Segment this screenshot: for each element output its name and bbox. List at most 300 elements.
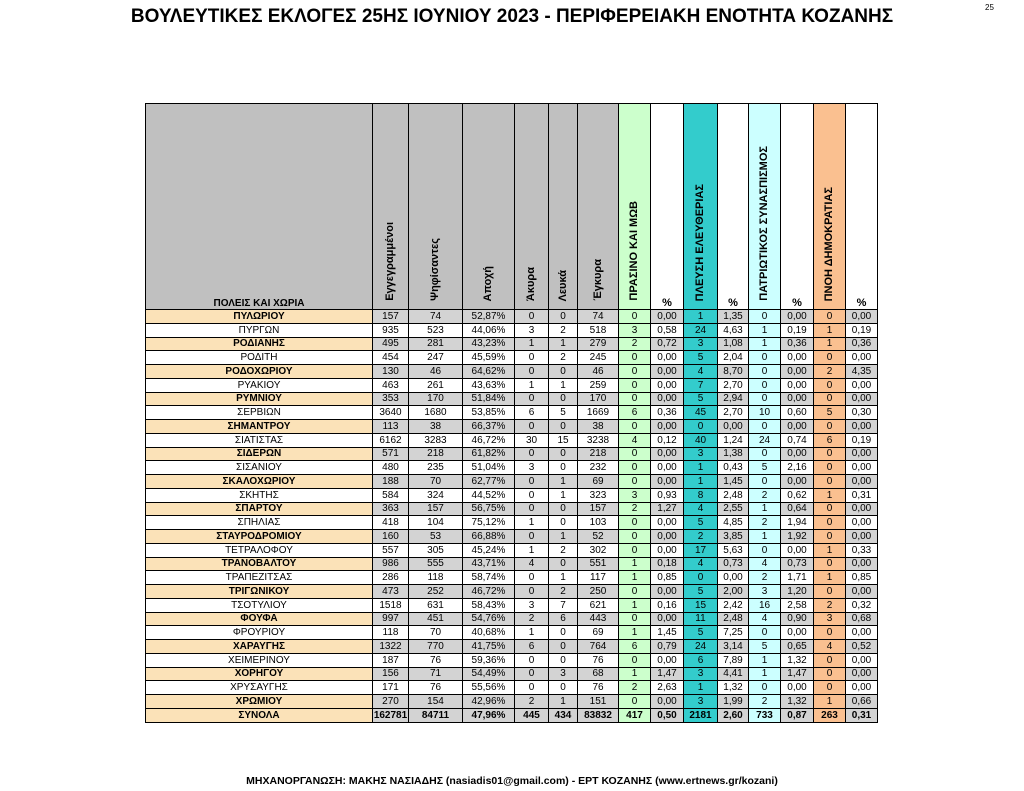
registered-cell: 571 <box>373 447 409 461</box>
party-4-votes-cell: 2 <box>814 598 846 612</box>
voted-cell: 170 <box>409 392 463 406</box>
party-3-votes-cell: 24 <box>749 433 781 447</box>
registered-cell: 1518 <box>373 598 409 612</box>
party-1-votes-cell: 0 <box>619 543 651 557</box>
header-voted-label: Ψηφίσαντες <box>429 238 441 301</box>
blank-cell: 6 <box>549 612 578 626</box>
voted-cell: 70 <box>409 475 463 489</box>
party-1-votes-cell: 0 <box>619 310 651 324</box>
voted-cell: 324 <box>409 488 463 502</box>
voted-cell: 38 <box>409 420 463 434</box>
header-party-3-name: ΠΑΤΡΙΩΤΙΚΟΣ ΣΥΝΑΣΠΙΣΜΟΣ <box>758 146 770 301</box>
party-4-votes-cell: 0 <box>814 585 846 599</box>
party-4-pct-cell: 0,00 <box>846 420 878 434</box>
table-row <box>146 653 878 667</box>
party-2-votes-cell: 5 <box>684 516 718 530</box>
party-2-votes-cell: 3 <box>684 667 718 681</box>
header-party-2-pct <box>718 104 749 310</box>
party-4-pct-cell: 0,31 <box>846 488 878 502</box>
party-2-pct-cell: 2,00 <box>718 585 749 599</box>
invalid-cell: 0 <box>515 351 549 365</box>
party-4-pct-cell: 0,00 <box>846 392 878 406</box>
invalid-cell: 0 <box>515 392 549 406</box>
header-party-4-pct-label: % <box>856 297 867 309</box>
voted-cell: 523 <box>409 323 463 337</box>
party-4-votes-cell: 1 <box>814 571 846 585</box>
invalid-cell: 0 <box>515 571 549 585</box>
party-1-pct-cell: 0,00 <box>651 378 684 392</box>
party-1-votes-cell: 0 <box>619 695 651 709</box>
party-2-pct-cell: 2,60 <box>718 708 749 722</box>
party-3-pct-cell: 0,00 <box>781 681 814 695</box>
abstention-cell: 53,85% <box>463 406 515 420</box>
party-4-pct-cell: 0,68 <box>846 612 878 626</box>
invalid-cell: 3 <box>515 461 549 475</box>
valid-cell: 1669 <box>578 406 619 420</box>
party-2-votes-cell: 1 <box>684 681 718 695</box>
valid-cell: 764 <box>578 640 619 654</box>
party-1-pct-cell: 0,00 <box>651 461 684 475</box>
registered-cell: 495 <box>373 337 409 351</box>
party-4-votes-cell: 0 <box>814 461 846 475</box>
party-1-pct-cell: 0,79 <box>651 640 684 654</box>
party-4-votes-cell: 263 <box>814 708 846 722</box>
party-1-votes-cell: 417 <box>619 708 651 722</box>
party-4-pct-cell: 0,52 <box>846 640 878 654</box>
abstention-cell: 55,56% <box>463 681 515 695</box>
valid-cell: 323 <box>578 488 619 502</box>
party-3-votes-cell: 5 <box>749 461 781 475</box>
party-1-votes-cell: 1 <box>619 667 651 681</box>
party-1-pct-cell: 0,00 <box>651 612 684 626</box>
blank-cell: 0 <box>549 516 578 530</box>
table-row <box>146 571 878 585</box>
blank-cell: 0 <box>549 447 578 461</box>
header-registered <box>373 104 409 310</box>
registered-cell: 160 <box>373 530 409 544</box>
party-1-votes-cell: 0 <box>619 378 651 392</box>
valid-cell: 46 <box>578 365 619 379</box>
party-4-votes-cell: 0 <box>814 557 846 571</box>
party-2-pct-cell: 1,24 <box>718 433 749 447</box>
party-4-pct-cell: 0,00 <box>846 653 878 667</box>
party-2-pct-cell: 2,48 <box>718 612 749 626</box>
blank-cell: 434 <box>549 708 578 722</box>
header-party-1-name: ΠΡΑΣΙΝΟ ΚΑΙ ΜΩΒ <box>628 201 640 301</box>
party-3-pct-cell: 0,73 <box>781 557 814 571</box>
party-4-votes-cell: 0 <box>814 516 846 530</box>
blank-cell: 7 <box>549 598 578 612</box>
header-party-3 <box>749 104 781 310</box>
party-3-votes-cell: 0 <box>749 681 781 695</box>
abstention-cell: 62,77% <box>463 475 515 489</box>
header-party-3-pct-label: % <box>792 297 802 309</box>
registered-cell: 187 <box>373 653 409 667</box>
valid-cell: 259 <box>578 378 619 392</box>
party-3-votes-cell: 4 <box>749 612 781 626</box>
party-2-pct-cell: 0,00 <box>718 571 749 585</box>
party-4-votes-cell: 1 <box>814 323 846 337</box>
header-party-2 <box>684 104 718 310</box>
party-2-pct-cell: 1,35 <box>718 310 749 324</box>
party-3-votes-cell: 10 <box>749 406 781 420</box>
party-3-pct-cell: 0,00 <box>781 378 814 392</box>
invalid-cell: 0 <box>515 502 549 516</box>
registered-cell: 557 <box>373 543 409 557</box>
party-3-pct-cell: 1,47 <box>781 667 814 681</box>
party-4-pct-cell: 0,00 <box>846 447 878 461</box>
registered-cell: 480 <box>373 461 409 475</box>
party-4-votes-cell: 3 <box>814 612 846 626</box>
abstention-cell: 44,52% <box>463 488 515 502</box>
totals-row <box>146 708 878 722</box>
header-blank <box>549 104 578 310</box>
party-1-pct-cell: 0,93 <box>651 488 684 502</box>
party-2-votes-cell: 6 <box>684 653 718 667</box>
party-3-pct-cell: 0,64 <box>781 502 814 516</box>
party-1-pct-cell: 0,85 <box>651 571 684 585</box>
voted-cell: 76 <box>409 653 463 667</box>
blank-cell: 2 <box>549 585 578 599</box>
party-1-pct-cell: 0,00 <box>651 516 684 530</box>
party-3-votes-cell: 3 <box>749 585 781 599</box>
party-4-pct-cell: 0,00 <box>846 516 878 530</box>
party-1-pct-cell: 0,00 <box>651 475 684 489</box>
abstention-cell: 61,82% <box>463 447 515 461</box>
place-name: ΡΥΜΝΙΟΥ <box>146 392 373 406</box>
party-4-votes-cell: 0 <box>814 378 846 392</box>
header-abstention <box>463 104 515 310</box>
header-abstention-label: Αποχή <box>482 265 494 301</box>
party-1-pct-cell: 1,27 <box>651 502 684 516</box>
abstention-cell: 66,37% <box>463 420 515 434</box>
party-3-pct-cell: 1,32 <box>781 695 814 709</box>
party-3-votes-cell: 2 <box>749 488 781 502</box>
blank-cell: 1 <box>549 378 578 392</box>
registered-cell: 162781 <box>373 709 408 721</box>
valid-cell: 83832 <box>578 708 619 722</box>
party-4-pct-cell: 4,35 <box>846 365 878 379</box>
place-name: ΡΟΔΙΑΝΗΣ <box>146 337 373 351</box>
header-place <box>146 104 373 310</box>
party-3-pct-cell: 0,87 <box>781 708 814 722</box>
abstention-cell: 45,24% <box>463 543 515 557</box>
party-2-pct-cell: 2,42 <box>718 598 749 612</box>
party-4-votes-cell: 0 <box>814 653 846 667</box>
place-name: ΧΕΙΜΕΡΙΝΟΥ <box>146 653 373 667</box>
place-name: ΣΠΗΛΙΑΣ <box>146 516 373 530</box>
party-3-pct-cell: 0,00 <box>781 351 814 365</box>
registered-cell: 188 <box>373 475 409 489</box>
party-4-pct-cell: 0,00 <box>846 378 878 392</box>
blank-cell: 15 <box>549 433 578 447</box>
blank-cell: 2 <box>549 351 578 365</box>
table-row <box>146 557 878 571</box>
blank-cell: 3 <box>549 667 578 681</box>
header-invalid-label: Άκυρα <box>525 266 537 301</box>
voted-cell: 451 <box>409 612 463 626</box>
party-1-votes-cell: 0 <box>619 365 651 379</box>
party-3-pct-cell: 0,60 <box>781 406 814 420</box>
party-3-pct-cell: 1,92 <box>781 530 814 544</box>
party-3-pct-cell: 1,20 <box>781 585 814 599</box>
party-3-pct-cell: 2,16 <box>781 461 814 475</box>
party-2-votes-cell: 4 <box>684 365 718 379</box>
party-2-pct-cell: 5,63 <box>718 543 749 557</box>
blank-cell: 0 <box>549 557 578 571</box>
party-2-pct-cell: 2,70 <box>718 378 749 392</box>
party-4-votes-cell: 1 <box>814 337 846 351</box>
party-3-pct-cell: 1,71 <box>781 571 814 585</box>
blank-cell: 0 <box>549 681 578 695</box>
voted-cell: 281 <box>409 337 463 351</box>
invalid-cell: 0 <box>515 310 549 324</box>
party-3-pct-cell: 0,00 <box>781 626 814 640</box>
place-name: ΤΡΑΠΕΖΙΤΣΑΣ <box>146 571 373 585</box>
party-2-pct-cell: 1,38 <box>718 447 749 461</box>
party-2-votes-cell: 0 <box>684 571 718 585</box>
registered-cell: 6162 <box>373 433 409 447</box>
valid-cell: 157 <box>578 502 619 516</box>
blank-cell: 0 <box>549 461 578 475</box>
valid-cell: 103 <box>578 516 619 530</box>
registered-cell: 3640 <box>373 406 409 420</box>
totals-label: ΣΥΝΟΛΑ <box>146 708 373 722</box>
blank-cell: 0 <box>549 640 578 654</box>
abstention-cell: 64,62% <box>463 365 515 379</box>
party-4-pct-cell: 0,30 <box>846 406 878 420</box>
table-row <box>146 626 878 640</box>
abstention-cell: 41,75% <box>463 640 515 654</box>
page-title: ΒΟΥΛΕΥΤΙΚΕΣ ΕΚΛΟΓΕΣ 25ΗΣ ΙΟΥΝΙΟΥ 2023 - ΠΕΡΙΦΕΡΕΙΑΚΗ ΕΝΟΤΗΤΑ ΚΟΖΑΝΗΣ <box>130 6 894 27</box>
invalid-cell: 30 <box>515 433 549 447</box>
party-4-votes-cell: 5 <box>814 406 846 420</box>
party-3-votes-cell: 1 <box>749 502 781 516</box>
party-4-pct-cell: 0,85 <box>846 571 878 585</box>
header-party-2-pct-label: % <box>728 297 738 309</box>
party-2-votes-cell: 15 <box>684 598 718 612</box>
valid-cell: 38 <box>578 420 619 434</box>
abstention-cell: 58,74% <box>463 571 515 585</box>
party-4-pct-cell: 0,00 <box>846 585 878 599</box>
party-1-pct-cell: 0,00 <box>651 351 684 365</box>
table-row <box>146 406 878 420</box>
party-1-votes-cell: 3 <box>619 488 651 502</box>
valid-cell: 69 <box>578 626 619 640</box>
invalid-cell: 0 <box>515 653 549 667</box>
party-4-votes-cell: 0 <box>814 475 846 489</box>
header-party-1-pct-label: % <box>662 297 672 309</box>
blank-cell: 1 <box>549 488 578 502</box>
header-party-2-name: ΠΛΕΥΣΗ ΕΛΕΥΘΕΡΙΑΣ <box>694 183 706 301</box>
registered-cell: 171 <box>373 681 409 695</box>
blank-cell: 2 <box>549 543 578 557</box>
party-1-pct-cell: 0,36 <box>651 406 684 420</box>
party-2-pct-cell: 4,85 <box>718 516 749 530</box>
party-2-votes-cell: 5 <box>684 392 718 406</box>
party-3-votes-cell: 1 <box>749 667 781 681</box>
place-name: ΣΠΑΡΤΟΥ <box>146 502 373 516</box>
header-party-1-pct <box>651 104 684 310</box>
party-1-votes-cell: 0 <box>619 420 651 434</box>
registered-cell: 130 <box>373 365 409 379</box>
table-row <box>146 461 878 475</box>
voted-cell: 770 <box>409 640 463 654</box>
place-name: ΣΙΔΕΡΩΝ <box>146 447 373 461</box>
party-3-pct-cell: 0,00 <box>781 447 814 461</box>
table-row <box>146 516 878 530</box>
place-name: ΧΑΡΑΥΓΗΣ <box>146 640 373 654</box>
voted-cell: 118 <box>409 571 463 585</box>
registered-cell: 1322 <box>373 640 409 654</box>
registered-cell: 463 <box>373 378 409 392</box>
party-1-votes-cell: 0 <box>619 392 651 406</box>
valid-cell: 621 <box>578 598 619 612</box>
voted-cell: 555 <box>409 557 463 571</box>
invalid-cell: 3 <box>515 323 549 337</box>
party-1-votes-cell: 0 <box>619 461 651 475</box>
table-row <box>146 323 878 337</box>
party-2-votes-cell: 1 <box>684 461 718 475</box>
table-row <box>146 378 878 392</box>
party-3-votes-cell: 1 <box>749 323 781 337</box>
voted-cell: 104 <box>409 516 463 530</box>
place-name: ΠΥΡΓΩΝ <box>146 323 373 337</box>
table-row <box>146 351 878 365</box>
party-1-votes-cell: 1 <box>619 557 651 571</box>
party-4-votes-cell: 1 <box>814 488 846 502</box>
registered-cell: 353 <box>373 392 409 406</box>
party-3-votes-cell: 0 <box>749 378 781 392</box>
table-row <box>146 475 878 489</box>
party-1-pct-cell: 0,00 <box>651 585 684 599</box>
party-4-pct-cell: 0,00 <box>846 681 878 695</box>
voted-cell: 76 <box>409 681 463 695</box>
header-party-4 <box>814 104 846 310</box>
abstention-cell: 59,36% <box>463 653 515 667</box>
party-4-pct-cell: 0,00 <box>846 626 878 640</box>
registered-cell: 584 <box>373 488 409 502</box>
invalid-cell: 0 <box>515 447 549 461</box>
party-4-votes-cell: 4 <box>814 640 846 654</box>
table-row <box>146 530 878 544</box>
voted-cell: 631 <box>409 598 463 612</box>
invalid-cell: 1 <box>515 378 549 392</box>
party-1-votes-cell: 6 <box>619 640 651 654</box>
party-3-pct-cell: 0,00 <box>781 365 814 379</box>
place-name: ΧΡΩΜΙΟΥ <box>146 695 373 709</box>
party-4-votes-cell: 0 <box>814 351 846 365</box>
blank-cell: 1 <box>549 695 578 709</box>
party-4-pct-cell: 0,00 <box>846 475 878 489</box>
party-3-votes-cell: 1 <box>749 653 781 667</box>
valid-cell: 443 <box>578 612 619 626</box>
valid-cell: 250 <box>578 585 619 599</box>
blank-cell: 2 <box>549 323 578 337</box>
party-4-votes-cell: 0 <box>814 681 846 695</box>
party-4-votes-cell: 0 <box>814 310 846 324</box>
party-3-votes-cell: 0 <box>749 420 781 434</box>
voted-cell: 84711 <box>409 708 463 722</box>
table-row <box>146 392 878 406</box>
party-2-votes-cell: 2 <box>684 530 718 544</box>
header-registered-label: Εγγεγραμμένοι <box>384 222 396 301</box>
party-1-votes-cell: 0 <box>619 516 651 530</box>
valid-cell: 218 <box>578 447 619 461</box>
abstention-cell: 43,71% <box>463 557 515 571</box>
party-3-votes-cell: 0 <box>749 543 781 557</box>
party-2-votes-cell: 24 <box>684 323 718 337</box>
header-invalid <box>515 104 549 310</box>
valid-cell: 69 <box>578 475 619 489</box>
party-3-pct-cell: 0,00 <box>781 543 814 557</box>
party-1-pct-cell: 0,58 <box>651 323 684 337</box>
party-4-votes-cell: 1 <box>814 543 846 557</box>
voted-cell: 305 <box>409 543 463 557</box>
table-row <box>146 502 878 516</box>
party-4-pct-cell: 0,33 <box>846 543 878 557</box>
abstention-cell: 51,84% <box>463 392 515 406</box>
party-2-votes-cell: 0 <box>684 420 718 434</box>
abstention-cell: 54,49% <box>463 667 515 681</box>
party-2-votes-cell: 3 <box>684 695 718 709</box>
abstention-cell: 43,63% <box>463 378 515 392</box>
blank-cell: 0 <box>549 626 578 640</box>
table-row <box>146 337 878 351</box>
invalid-cell: 3 <box>515 598 549 612</box>
blank-cell: 0 <box>549 392 578 406</box>
table-row <box>146 612 878 626</box>
party-4-votes-cell: 0 <box>814 530 846 544</box>
registered-cell: 157 <box>373 310 409 324</box>
party-2-pct-cell: 2,70 <box>718 406 749 420</box>
registered-cell: 156 <box>373 667 409 681</box>
table-body <box>146 310 878 723</box>
valid-cell: 302 <box>578 543 619 557</box>
invalid-cell: 1 <box>515 337 549 351</box>
abstention-cell: 44,06% <box>463 323 515 337</box>
party-2-pct-cell: 1,08 <box>718 337 749 351</box>
party-1-votes-cell: 1 <box>619 626 651 640</box>
place-name: ΦΟΥΦΑ <box>146 612 373 626</box>
invalid-cell: 1 <box>515 516 549 530</box>
party-3-pct-cell: 1,32 <box>781 653 814 667</box>
party-3-votes-cell: 733 <box>749 708 781 722</box>
party-4-pct-cell: 0,00 <box>846 502 878 516</box>
valid-cell: 74 <box>578 310 619 324</box>
party-2-votes-cell: 3 <box>684 447 718 461</box>
blank-cell: 1 <box>549 475 578 489</box>
abstention-cell: 40,68% <box>463 626 515 640</box>
party-1-votes-cell: 0 <box>619 530 651 544</box>
header-party-1 <box>619 104 651 310</box>
table-row <box>146 585 878 599</box>
invalid-cell: 445 <box>515 708 549 722</box>
invalid-cell: 0 <box>515 488 549 502</box>
table-row <box>146 543 878 557</box>
party-4-votes-cell: 1 <box>814 695 846 709</box>
place-name: ΠΥΛΩΡΙΟΥ <box>146 310 373 324</box>
registered-cell: 118 <box>373 626 409 640</box>
party-1-pct-cell: 0,12 <box>651 433 684 447</box>
registered-cell: 935 <box>373 323 409 337</box>
voted-cell: 70 <box>409 626 463 640</box>
party-4-pct-cell: 0,32 <box>846 598 878 612</box>
party-3-votes-cell: 0 <box>749 365 781 379</box>
blank-cell: 0 <box>549 365 578 379</box>
party-1-votes-cell: 0 <box>619 447 651 461</box>
party-1-pct-cell: 1,45 <box>651 626 684 640</box>
